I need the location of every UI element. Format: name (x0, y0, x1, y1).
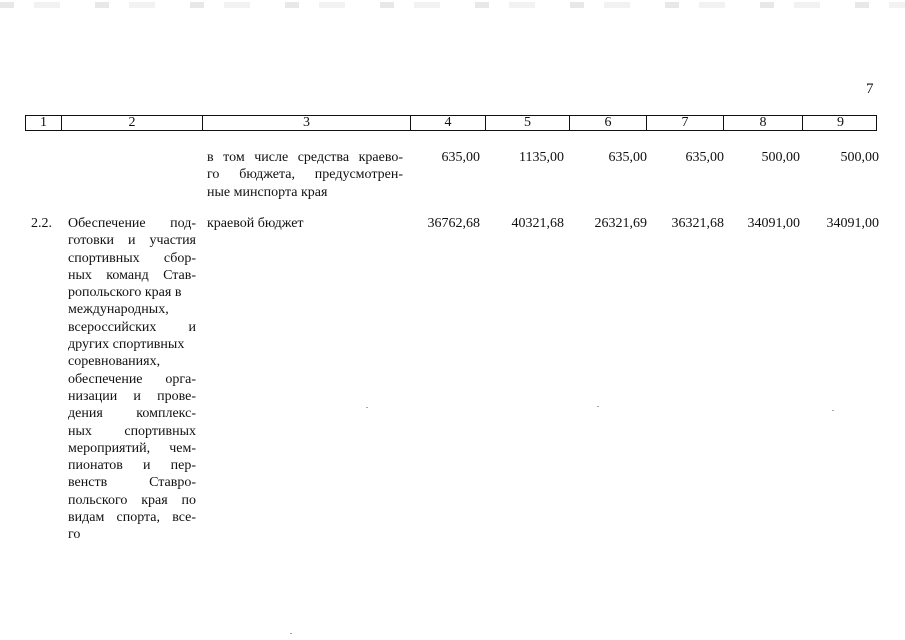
row-2-name-line: других спортивных (68, 337, 185, 353)
row-2-name-line: соревнованиях, (68, 354, 161, 370)
row-2-name-line: мероприятий, чем- (68, 440, 196, 456)
header-cell-4: 4 (410, 116, 485, 130)
row-1-source-line: ные минспорта края (207, 184, 328, 200)
row-2-name-line: международных, (68, 302, 169, 318)
row-1-value-7: 635,00 (685, 150, 724, 165)
row-2-name-line: польского края по (68, 492, 196, 508)
row-2-name-line: ропольского края в (68, 285, 182, 301)
row-2-name-line: готовки и участия (68, 233, 196, 249)
table-header-row (25, 115, 877, 131)
row-1-value-8: 500,00 (761, 150, 800, 165)
row-2-value-4: 36762,68 (427, 216, 480, 231)
row-2-value-6: 26321,69 (594, 216, 647, 231)
row-2-name-line: ных команд Став- (68, 267, 196, 283)
header-cell-5: 5 (485, 116, 569, 130)
row-2-name-line: видам спорта, все- (68, 510, 196, 526)
row-2-name-line: го (68, 527, 81, 543)
header-cell-8: 8 (723, 116, 802, 130)
row-2-name-line: всероссийских и (68, 319, 196, 335)
row-1-source-line: го бюджета, предусмотрен- (207, 167, 403, 183)
row-2-number: 2.2. (31, 216, 52, 231)
row-1-value-5: 1135,00 (519, 150, 564, 165)
row-2-source-line: краевой бюджет (207, 216, 304, 231)
row-2-name (68, 215, 196, 544)
page-number: 7 (866, 81, 874, 97)
row-2-value-7: 36321,68 (671, 216, 724, 231)
row-2-name-line: ных спортивных (68, 423, 196, 439)
row-2-name-line: Обеспечение под- (68, 216, 196, 231)
header-cell-1: 1 (40, 115, 47, 130)
row-2-value-5: 40321,68 (511, 216, 564, 231)
header-cell-3: 3 (202, 116, 410, 130)
row-1-source (207, 149, 403, 201)
header-cell-2: 2 (61, 116, 202, 130)
scan-speck (597, 406, 599, 407)
scan-speck (366, 407, 368, 408)
row-2-value-8: 34091,00 (747, 216, 800, 231)
row-2-value-9: 34091,00 (826, 216, 879, 231)
row-1-value-6: 635,00 (608, 150, 647, 165)
row-2-name-line: венств Ставро- (68, 475, 196, 491)
row-1-value-4: 635,00 (441, 150, 480, 165)
row-2-name-line: дения комплекс- (68, 406, 196, 422)
header-cell-9: 9 (802, 116, 878, 130)
row-2-name-line: спортивных сбор- (68, 250, 196, 266)
scan-speck (290, 633, 292, 634)
row-2-name-line: пионатов и пер- (68, 458, 196, 474)
scan-speck (832, 410, 834, 411)
row-2-name-line: обеспечение орга- (68, 371, 196, 387)
row-1-source-line: в том числе средства краево- (207, 150, 403, 165)
row-2-source (207, 215, 403, 232)
row-1-value-9: 500,00 (840, 150, 879, 165)
row-2-name-line: низации и прове- (68, 388, 196, 404)
header-cell-6: 6 (569, 116, 646, 130)
scan-artifact-top (0, 2, 905, 8)
header-cell-7: 7 (646, 116, 723, 130)
